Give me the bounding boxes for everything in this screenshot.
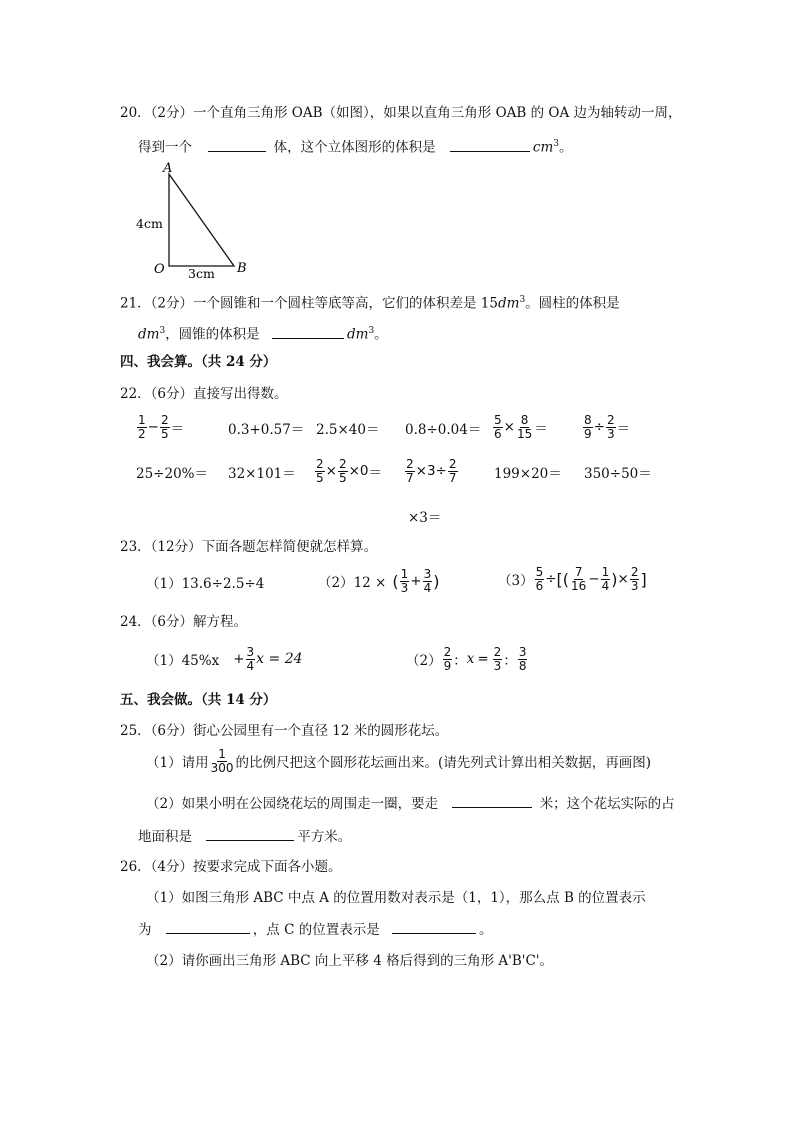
- q21-unit-exp-b: 3: [159, 326, 166, 336]
- q26-part-2: （2）请你画出三角形 ABC 向上平移 4 格后得到的三角形 A'B'C'。: [146, 953, 554, 969]
- frac-3-8: $\frac{3}{8}$: [518, 645, 527, 673]
- q21-unit-exp-c: 3: [368, 326, 375, 336]
- divide-sign: ÷: [435, 463, 447, 480]
- three: 3: [426, 463, 436, 480]
- bracket-close: ]: [640, 569, 647, 589]
- q21-unit-b: dm: [138, 326, 160, 343]
- q20-text-pre: 得到一个: [138, 139, 192, 156]
- q20-triangle-figure: [130, 160, 260, 282]
- q22-item-3: 2.5×40＝: [316, 422, 380, 438]
- q26-part-1-line1: （1）如图三角形 ABC 中点 A 的位置用数对表示是（1，1），那么点 B 的位置表示: [146, 890, 646, 906]
- equals: ＝: [368, 465, 382, 482]
- q20-text-mid: 体，这个立体图形的体积是: [273, 139, 436, 156]
- q26-blank-point-c[interactable]: [392, 919, 476, 934]
- q26-part-1-line2: [138, 919, 493, 940]
- frac-3-4-b: $\frac{3}{4}$: [246, 645, 255, 673]
- frac-3-4: $\frac{3}{4}$: [423, 567, 432, 595]
- q25-p1-post: 的比例尺把这个圆形花坛画出来。(请先列式计算出相关数据，再画图): [235, 755, 652, 772]
- q20-blank-shape[interactable]: [208, 137, 266, 152]
- q25-part-2-line2: [138, 826, 351, 847]
- frac-8-9: $\frac{8}{9}$: [584, 413, 592, 441]
- label-o: O: [154, 262, 165, 277]
- q25-part-1: [146, 748, 651, 774]
- frac-2-3: $\frac{2}{3}$: [606, 413, 615, 441]
- equals: ＝: [170, 421, 185, 438]
- times-sign: ×: [415, 463, 427, 480]
- q26-p1-line2-pre: 为: [138, 922, 152, 938]
- q21-line1: [120, 290, 620, 314]
- q25-p1-pre: （1）请用: [146, 755, 209, 772]
- section-4-title: 四、我会算。（共 24 分）: [120, 354, 277, 370]
- q20-unit-exp: 3: [553, 139, 559, 149]
- colon: ：: [503, 653, 517, 670]
- triangle-oab: [169, 174, 234, 266]
- paren-close: ): [611, 569, 618, 589]
- plus-sign: +: [410, 573, 422, 590]
- frac-1-300: $\frac{1}{300}$: [210, 747, 234, 775]
- q21-text-post: 。圆柱的体积是: [525, 295, 620, 312]
- frac-2-7-b: $\frac{2}{7}$: [448, 457, 457, 485]
- q21-line2: [138, 321, 388, 345]
- times-sign: ×: [348, 463, 360, 480]
- frac-1-3: $\frac{1}{3}$: [400, 567, 409, 595]
- equals: ＝: [616, 421, 631, 438]
- frac-2-9: $\frac{2}{9}$: [443, 645, 452, 673]
- q25-p2-line2-pre: 地面积是: [138, 829, 192, 845]
- q22-item-12: 350÷50＝: [584, 466, 652, 482]
- q25-blank-distance[interactable]: [452, 793, 532, 808]
- q25-part-2-line1: [146, 793, 675, 814]
- q25-title: 25．（6分）街心公园里有一个直径 12 米的圆形花坛。: [120, 723, 449, 739]
- q22-item-6: [582, 414, 630, 440]
- paren-open: (: [392, 571, 399, 591]
- frac-1-4: $\frac{1}{4}$: [601, 565, 610, 593]
- q22-item-9: [314, 458, 382, 484]
- label-b: B: [237, 261, 247, 276]
- q21-text-pre: 21．（2分）一个圆锥和一个圆柱等底等高，它们的体积差是 15: [120, 295, 498, 312]
- q26-title: 26．（4分）按要求完成下面各小题。: [120, 859, 342, 875]
- q26-p1-line2-end: 。: [479, 922, 493, 938]
- q20-line1: 20．（2分）一个直角三角形 OAB（如图），如果以直角三角形 OAB 的 OA 边为轴转动一周，: [120, 105, 682, 121]
- section-5-title: 五、我会做。（共 14 分）: [120, 692, 277, 708]
- divide-sign: ÷: [593, 419, 605, 436]
- minus-sign: −: [147, 419, 159, 436]
- q23-p3-pre: （3）: [498, 573, 534, 590]
- plus-sign: +: [233, 651, 245, 668]
- var-x: x: [466, 651, 475, 668]
- frac-2-5-b: $\frac{2}{5}$: [338, 457, 347, 485]
- label-side-ob: 3cm: [188, 266, 215, 281]
- q24-title: 24．（6分）解方程。: [120, 614, 248, 630]
- q23-part-1: （1）13.6÷2.5÷4: [146, 576, 265, 592]
- times-sign: ×: [503, 419, 515, 436]
- q21-unit-exp-a: 3: [519, 295, 526, 305]
- q22-item-1: [136, 414, 184, 440]
- q25-blank-area[interactable]: [206, 826, 294, 841]
- colon: ：: [453, 653, 467, 670]
- minus-sign: −: [588, 571, 600, 588]
- frac-5-6: $\frac{5}{6}$: [494, 413, 502, 441]
- q25-p2-post: 米；这个花坛实际的占: [539, 796, 675, 812]
- q24-p1-pre: （1）45%x: [146, 653, 220, 670]
- paren-close: ): [433, 571, 440, 591]
- q22-item-2: 0.3+0.57＝: [228, 422, 305, 438]
- frac-2-3-b: $\frac{2}{3}$: [630, 565, 639, 593]
- q24-p2-pre: （2）: [406, 653, 442, 670]
- frac-1-2: $\frac{1}{2}$: [138, 413, 146, 441]
- q23-part-2: [318, 568, 439, 594]
- q23-title: 23．（12分）下面各题怎样简便就怎样算。: [120, 539, 378, 555]
- label-a: A: [163, 161, 173, 176]
- frac-8-15: $\frac{8}{15}$: [516, 413, 533, 441]
- q26-blank-point-b[interactable]: [166, 919, 250, 934]
- q26-p1-line2-mid: ，点 C 的位置表示是: [252, 922, 380, 938]
- label-side-oa: 4cm: [136, 216, 163, 231]
- q21-end: 。: [374, 326, 388, 343]
- q23-p2-pre: （2）12 ×: [318, 575, 387, 592]
- frac-5-6-b: $\frac{5}{6}$: [535, 565, 544, 593]
- equals: =: [477, 651, 489, 668]
- q22-item-10-tail: ×3＝: [408, 510, 442, 526]
- q25-p2-pre: （2）如果小明在公园绕花坛的周围走一圈，要走: [146, 796, 439, 812]
- q21-text-mid: ，圆锥的体积是: [165, 326, 260, 343]
- q21-blank-cone[interactable]: [272, 324, 344, 339]
- q22-item-4: 0.8÷0.04＝: [405, 422, 482, 438]
- q25-p2-line2-post: 平方米。: [297, 829, 352, 845]
- frac-2-5: $\frac{2}{5}$: [160, 413, 169, 441]
- q22-item-11: 199×20＝: [494, 466, 562, 482]
- times-sign: ×: [617, 571, 629, 588]
- q21-unit-a: dm: [498, 295, 520, 312]
- times-sign: ×: [325, 463, 337, 480]
- q22-item-10: [404, 458, 459, 484]
- frac-7-16: $\frac{7}{16}$: [571, 565, 587, 593]
- divide-sign: ÷: [545, 571, 557, 588]
- zero: 0: [359, 463, 369, 480]
- q21-unit-c: dm: [346, 326, 369, 343]
- frac-2-5-a: $\frac{2}{5}$: [316, 457, 324, 485]
- q20-line2: [138, 134, 573, 158]
- frac-2-3-c: $\frac{2}{3}$: [493, 645, 502, 673]
- q24-p1-post: x = 24: [256, 651, 303, 668]
- bracket-open: [(: [556, 569, 570, 589]
- q23-part-3: [498, 566, 647, 592]
- q22-item-8: 32×101＝: [228, 466, 296, 482]
- frac-2-7-a: $\frac{2}{7}$: [406, 457, 414, 485]
- equals: ＝: [534, 421, 548, 438]
- q22-item-5: [492, 414, 548, 440]
- q20-end: 。: [559, 139, 573, 156]
- q22-item-7: 25÷20%＝: [136, 466, 208, 482]
- q24-part-2: [406, 646, 528, 672]
- q20-blank-volume[interactable]: [450, 137, 530, 152]
- q20-unit: cm: [532, 139, 554, 156]
- q22-title: 22．（6分）直接写出得数。: [120, 386, 288, 402]
- q24-part-1: [146, 646, 303, 672]
